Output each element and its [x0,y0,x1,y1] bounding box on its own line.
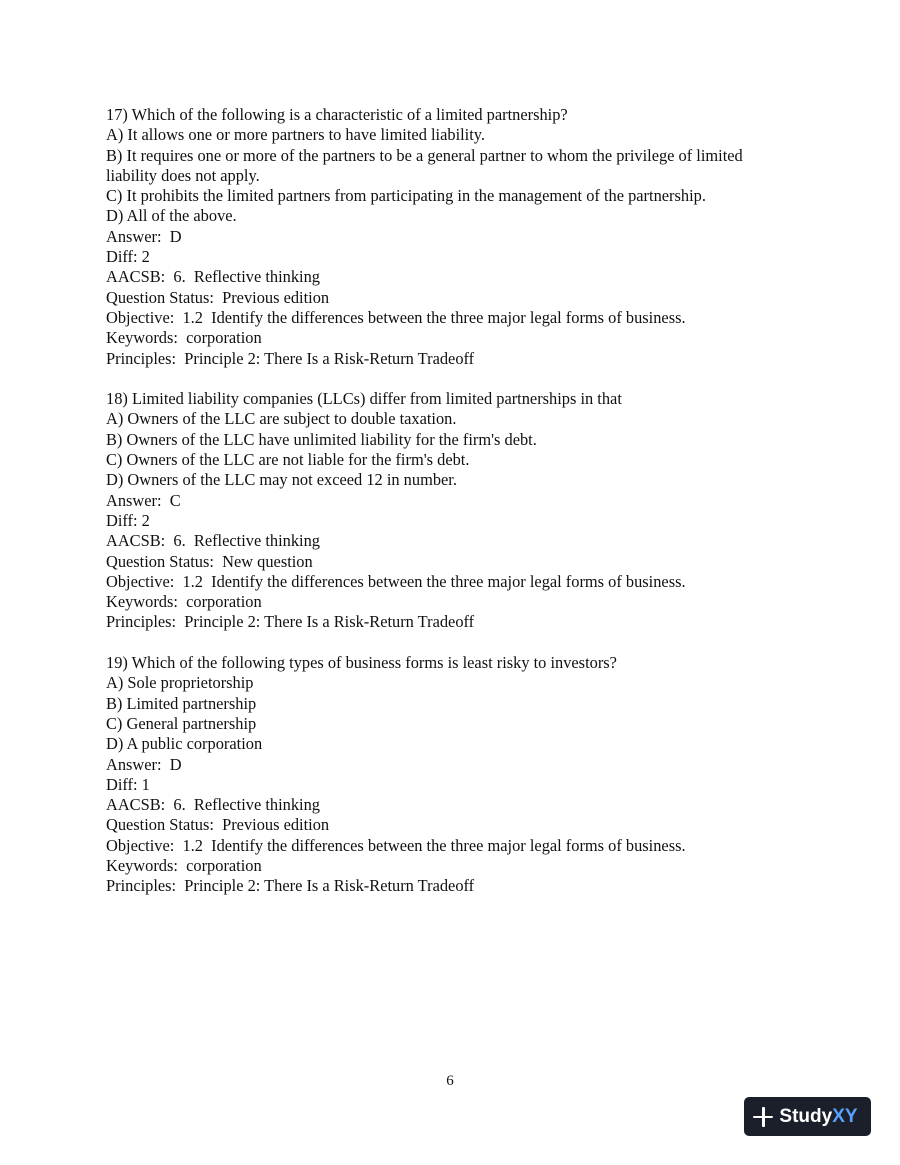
difficulty: Diff: 2 [106,510,150,530]
option-c: C) It prohibits the limited partners from participating in the management of the partnership. [106,186,706,206]
option-d: D) All of the above. [106,206,237,226]
question-status: Question Status: New question [106,551,313,571]
aacsb: AACSB: 6. Reflective thinking [106,267,320,287]
watermark-text-xy: XY [832,1105,858,1127]
aacsb: AACSB: 6. Reflective thinking [106,531,320,551]
answer: Answer: D [106,754,182,774]
keywords: Keywords: corporation [106,855,262,875]
option-a: A) Owners of the LLC are subject to double taxation. [106,409,457,429]
studyxy-watermark [744,1097,871,1136]
option-b: B) Limited partnership [106,693,257,713]
question-text: 19) Which of the following types of business forms is least risky to investors? [106,653,617,673]
principles: Principles: Principle 2: There Is a Risk-Return Tradeoff [106,612,475,632]
question-18 [106,389,826,633]
option-c: C) General partnership [106,713,257,733]
aacsb: AACSB: 6. Reflective thinking [106,795,320,815]
answer: Answer: D [106,226,182,246]
question-text: 17) Which of the following is a characteristic of a limited partnership? [106,105,568,124]
question-19 [106,653,826,897]
watermark-text-study: Study [779,1105,833,1127]
plus-icon [753,1107,773,1127]
question-status: Question Status: Previous edition [106,815,330,835]
keywords: Keywords: corporation [106,592,262,612]
difficulty: Diff: 2 [106,247,150,267]
objective: Objective: 1.2 Identify the differences between the three major legal forms of business. [106,571,686,591]
option-d: D) Owners of the LLC may not exceed 12 in number. [106,470,457,490]
question-text: 18) Limited liability companies (LLCs) differ from limited partnerships in that [106,389,622,409]
option-b: B) It requires one or more of the partners to be a general partner to whom the privilege of limited [106,145,743,165]
option-a: A) It allows one or more partners to have limited liability. [106,125,486,145]
page-number: 6 [446,1073,454,1089]
option-b-continued: liability does not apply. [106,165,260,185]
document-body [106,105,826,897]
option-a: A) Sole proprietorship [106,673,254,693]
principles: Principles: Principle 2: There Is a Risk-Return Tradeoff [106,348,475,368]
keywords: Keywords: corporation [106,328,262,348]
option-c: C) Owners of the LLC are not liable for the firm's debt. [106,450,470,470]
question-17 [106,105,826,369]
difficulty: Diff: 1 [106,774,150,794]
option-b: B) Owners of the LLC have unlimited liability for the firm's debt. [106,429,537,449]
principles: Principles: Principle 2: There Is a Risk-Return Tradeoff [106,876,475,896]
answer: Answer: C [106,490,181,510]
question-status: Question Status: Previous edition [106,287,330,307]
objective: Objective: 1.2 Identify the differences between the three major legal forms of business. [106,307,686,327]
option-d: D) A public corporation [106,734,263,754]
objective: Objective: 1.2 Identify the differences between the three major legal forms of business. [106,835,686,855]
